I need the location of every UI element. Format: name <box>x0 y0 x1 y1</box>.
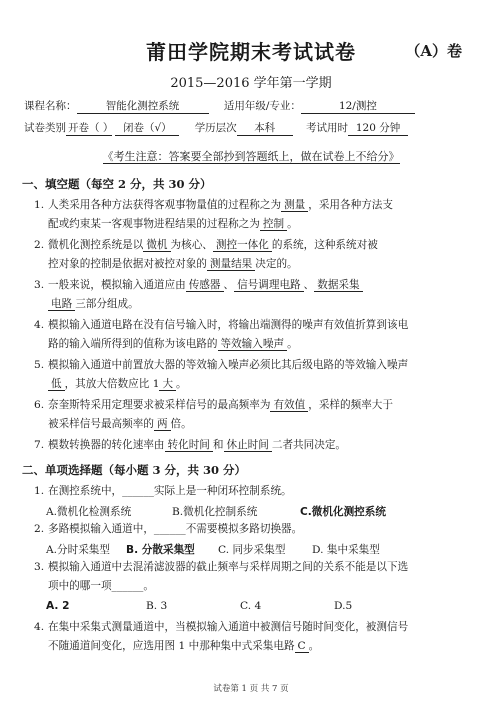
question-2-1: 1. 在测控系统中，______实际上是一种闭环控制系统。 <box>34 485 292 497</box>
term-label: 2015—2016 学年第一学期 <box>170 76 332 91</box>
option-answer: B. 分散采集型 <box>126 544 195 556</box>
exam-title <box>0 36 502 65</box>
option-answer: C.微机化测控系统 <box>300 506 386 518</box>
answer: 大 <box>159 378 176 391</box>
section-choice-title: 二、单项选择题（每小题 3 分，共 30 分） <box>22 463 247 477</box>
option: C. 4 <box>240 600 262 612</box>
question-1-7: 7. 模数转换器的转化速率由 转化时间 和 休止时间 二者共同决定。 <box>34 439 347 451</box>
page-footer: 试卷第 1 页 共 7 页 <box>213 684 289 694</box>
section-fill-blank-title: 一、填空题（每空 2 分，共 30 分） <box>22 177 212 191</box>
question-2-1-options <box>46 504 386 519</box>
question-2-3-options <box>46 600 352 612</box>
answer: 休止时间 <box>224 439 272 452</box>
answer: 低 <box>48 378 65 391</box>
answer: 电路 <box>48 298 75 311</box>
option: D. 集中采集型 <box>312 544 380 556</box>
exam-notice: 《考生注意：答案要全部抄到答题纸上，做在试卷上不给分》 <box>102 150 400 163</box>
answer: C <box>295 640 309 653</box>
answer: 等效输入噪声 <box>218 338 288 351</box>
answer: 测量 <box>281 199 308 212</box>
answer: 两 <box>154 418 171 431</box>
question-2-2: 2. 多路模拟输入通道中，______不需要模拟多路切换器。 <box>34 523 303 535</box>
answer: 控制 <box>260 218 287 231</box>
option: B. 3 <box>146 600 168 612</box>
option: B.微机化控制系统 <box>172 506 258 518</box>
question-1-2: 2. 微机化测控系统是以 微机 为核心、 测控一体化 的系统，这种系统对被 控对象的控制是依据对被控对象的 测量结果 决定的。 <box>34 239 378 270</box>
question-1-1: 1. 人类采用各种方法获得客观事物量值的过程称之为 测量 ，采用各种方法支 配或约束某一客观事物进程结果的过程称之为 控制 。 <box>34 199 393 230</box>
closed-book: 闭卷（√） <box>115 120 179 136</box>
question-2-3: 3. 模拟输入通道中去混淆滤波器的截止频率与采样周期之间的关系不能是以下选 项中的哪一项______。 <box>34 561 409 592</box>
question-1-3: 3. 一般来说，模拟输入通道应由 传感器 、 信号调理电路 、 数据采集 电路 三部分组成。 <box>34 276 482 314</box>
option: D.5 <box>334 600 353 612</box>
question-1-6: 6. 奈奎斯特采用定理要求被采样信号的最高频率为 有效值 ，采样的频率大于 被采样信号最高频率的 两 倍。 <box>34 399 393 430</box>
question-2-2-options <box>46 542 380 557</box>
school-exam-title: 莆田学院期末考试试卷 <box>146 40 356 64</box>
answer: 测量结果 <box>207 258 255 271</box>
answer: 测控一体化 <box>213 239 272 252</box>
course-info-row: 课程名称： 智能化测控系统 适用年级/专业： 12/测控 <box>24 98 415 114</box>
exam-info-row: 试卷类别 开卷（ ） 闭卷（√） 学历层次 本科 考试用时 120 分钟 <box>24 120 408 136</box>
open-book: 开卷（ ） <box>68 122 114 134</box>
paper-version: （A）卷 <box>405 42 462 60</box>
option: A.微机化检测系统 <box>46 506 132 518</box>
course-name: 智能化测控系统 <box>77 98 209 114</box>
grade-major: 12/测控 <box>301 98 415 114</box>
answer: 微机 <box>143 239 170 252</box>
option: A.分时采集型 <box>46 544 110 556</box>
question-1-4: 4. 模拟输入通道电路在没有信号输入时，将输出端测得的噪声有效值折算到该电 路的输入端所得到的值称为该电路的 等效输入噪声 。 <box>34 319 409 350</box>
answer: 有效值 <box>270 399 308 412</box>
question-1-5: 5. 模拟输入通道中前置放大器的等效输入噪声必须比其后级电路的等效输入噪声 低 ，其放大倍数应比 1 大 。 <box>34 359 409 390</box>
answer: 信号调理电路 <box>234 279 304 292</box>
answer: 传感器 <box>186 279 224 292</box>
option: C. 同步采集型 <box>218 544 286 556</box>
exam-duration: 120 分钟 <box>348 120 408 136</box>
answer: 数据采集 <box>314 279 362 292</box>
education-level: 本科 <box>237 120 293 136</box>
option-answer: A. 2 <box>46 600 70 612</box>
question-2-4: 4. 在集中采集式测量通道中，当模拟输入通道中被测信号随时间变化，被测信号 不随通道间变化，应选用图 1 中那种集中式采集电路 C 。 <box>34 621 409 652</box>
answer: 转化时间 <box>165 439 213 452</box>
